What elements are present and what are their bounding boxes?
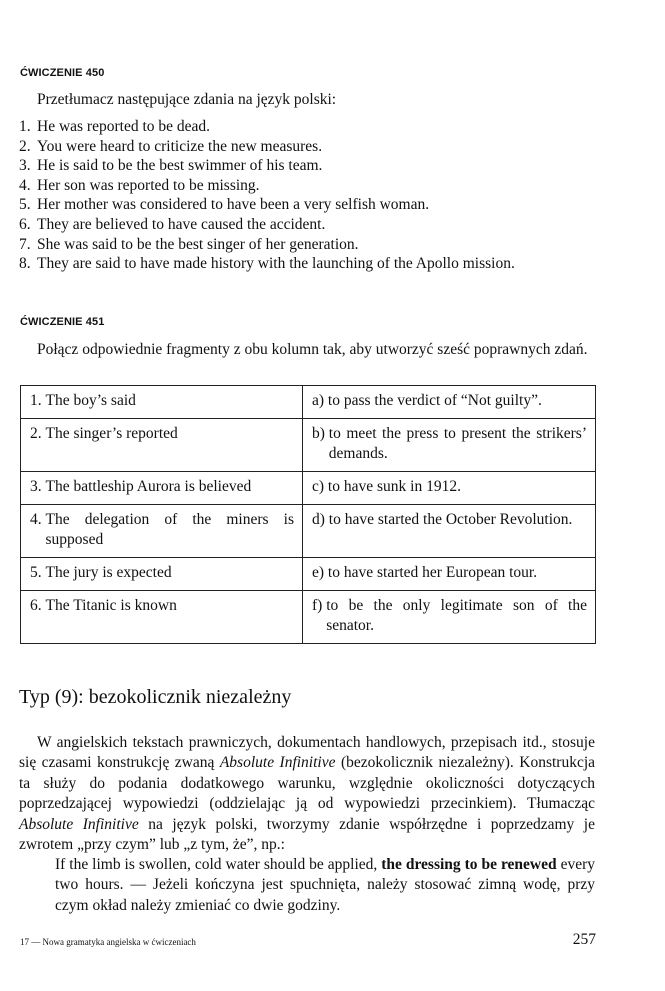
table-row [21, 591, 596, 644]
right-column-cell [303, 558, 596, 591]
table-row [21, 419, 596, 472]
right-column-cell [303, 472, 596, 505]
cell-label: b) [312, 425, 329, 442]
table-row [21, 386, 596, 419]
cell-text: The singer’s reported [45, 425, 178, 442]
cell-text: The Titanic is known [45, 597, 177, 614]
paragraph-text: (bezokolicznik niezależny). Konstrukcja ta służy do podania dodatkowego warunku, względnie okoliczności dotyczących poprzedzającej wypowiedzi (oddzielając ją od wypowiedzi przecinkiem). Tłumacząc [19, 754, 596, 813]
item-text: He was reported to be dead. [37, 118, 211, 135]
paragraph-text: na język polski, tworzymy zdanie współrzędne i poprzedzamy je zwrotem „przy czym” lub „z tym, że”, np.: [19, 815, 595, 854]
cell-text: to be the only legitimate son of the senator. [326, 597, 587, 634]
footer-book-title: 17 — Nowa gramatyka angielska w ćwiczeniach [20, 937, 196, 947]
item-number: 7. [19, 235, 31, 253]
exercise-451-heading: ĆWICZENIE 451 [20, 316, 105, 328]
cell-text: The battleship Aurora is believed [45, 478, 252, 495]
cell-text: The boy’s said [45, 392, 136, 409]
cell-label: c) [312, 478, 328, 495]
cell-label: e) [312, 564, 328, 581]
right-column-cell [303, 505, 596, 558]
item-text: Her mother was considered to have been a very selfish woman. [37, 196, 430, 214]
cell-label: a) [312, 392, 328, 409]
example-text: If the limb is swollen, cold water should be applied, [55, 856, 382, 873]
list-item [19, 137, 515, 157]
right-column-cell [303, 419, 596, 472]
body-paragraph [19, 733, 595, 855]
item-number: 8. [19, 255, 31, 273]
left-column-cell [21, 419, 303, 472]
cell-text: to have started her European tour. [327, 564, 538, 581]
list-item [19, 156, 515, 176]
page-number: 257 [572, 931, 596, 948]
cell-text: to meet the press to present the strikers’ demands. [328, 425, 587, 462]
cell-label: 2. [30, 425, 46, 442]
example-text: every two hours. — Jeżeli kończyna jest spuchnięta, należy stosować zimną wodę, przy czym okład należy zmieniać co dwie godziny. [55, 856, 595, 914]
left-column-cell [21, 472, 303, 505]
section-title: Typ (9): bezokolicznik niezależny [19, 686, 292, 708]
item-text: She was said to be the best singer of her generation. [37, 235, 359, 253]
exercise-450-heading: ĆWICZENIE 450 [20, 67, 105, 79]
cell-label: f) [312, 597, 327, 614]
item-number: 1. [19, 118, 31, 135]
item-text: He is said to be the best swimmer of his team. [37, 157, 323, 175]
cell-text: to have started the October Revolution. [328, 511, 573, 528]
table-row [21, 472, 596, 505]
item-number: 6. [19, 215, 31, 233]
cell-text: The jury is expected [45, 564, 172, 581]
item-number: 2. [19, 137, 31, 155]
exercise-451-instruction: Połącz odpowiednie fragmenty z obu kolumn tak, aby utworzyć sześć poprawnych zdań. [37, 341, 588, 358]
cell-label: 6. [30, 597, 46, 614]
paragraph-text: W angielskich tekstach prawniczych, dokumentach handlowych, przepisach itd., stosuje się czasami konstrukcję zwaną [19, 734, 595, 772]
example-paragraph [55, 855, 595, 916]
cell-text: to have sunk in 1912. [327, 478, 461, 495]
term-absolute-infinitive: Absolute Infinitive [19, 815, 139, 833]
sentence-list [19, 117, 515, 274]
cell-label: d) [312, 511, 329, 528]
list-item [19, 254, 515, 274]
item-number: 3. [19, 157, 31, 175]
cell-label: 1. [30, 392, 46, 409]
cell-label: 3. [30, 478, 46, 495]
cell-label: 4. [30, 511, 46, 528]
left-column-cell [21, 591, 303, 644]
matching-table [20, 385, 596, 644]
cell-text: to pass the verdict of “Not guilty”. [327, 392, 542, 409]
left-column-cell [21, 505, 303, 558]
example-bold-phrase: the dressing to be renewed [381, 856, 557, 873]
table-row [21, 505, 596, 558]
list-item [19, 117, 515, 137]
list-item [19, 195, 515, 215]
item-number: 4. [19, 176, 31, 194]
right-column-cell [303, 386, 596, 419]
item-text: They are believed to have caused the accident. [37, 215, 326, 233]
cell-text: The delegation of the miners is supposed [45, 511, 294, 548]
term-absolute-infinitive: Absolute Infinitive [219, 754, 336, 772]
table-row [21, 558, 596, 591]
list-item [19, 235, 515, 255]
item-text: They are said to have made history with the launching of the Apollo mission. [37, 255, 515, 273]
item-text: You were heard to criticize the new measures. [37, 137, 323, 155]
right-column-cell [303, 591, 596, 644]
list-item [19, 215, 515, 235]
item-number: 5. [19, 196, 31, 214]
cell-label: 5. [30, 564, 46, 581]
item-text: Her son was reported to be missing. [37, 176, 260, 194]
left-column-cell [21, 558, 303, 591]
exercise-450-instruction: Przetłumacz następujące zdania na język polski: [37, 91, 337, 108]
left-column-cell [21, 386, 303, 419]
list-item [19, 176, 515, 196]
